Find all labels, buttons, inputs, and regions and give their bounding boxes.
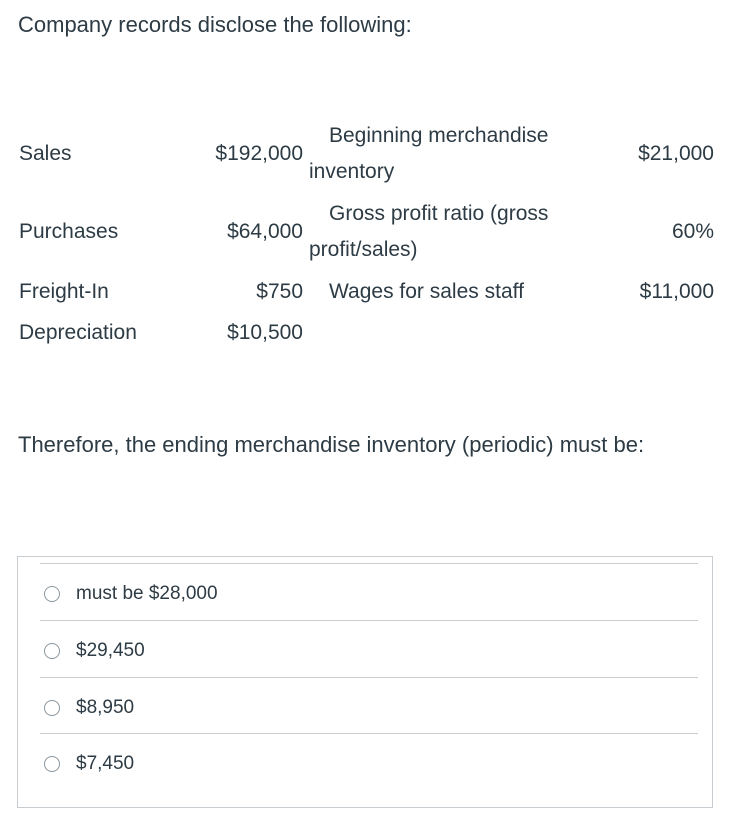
row-gross-profit-label-2: profit/sales) xyxy=(309,238,418,261)
intro-text: Company records disclose the following: xyxy=(18,12,412,37)
answer-label: $8,950 xyxy=(76,697,135,718)
answer-option-2[interactable] xyxy=(40,620,698,677)
radio-button[interactable] xyxy=(44,643,60,659)
row-freight-value: $750 xyxy=(256,280,303,303)
answer-options xyxy=(17,556,713,808)
answer-option-4[interactable] xyxy=(40,733,698,790)
row-gross-profit-value: 60% xyxy=(671,220,714,243)
row-depreciation-value: $10,500 xyxy=(227,321,303,344)
row-wages-label: Wages for sales staff xyxy=(329,280,524,303)
radio-button[interactable] xyxy=(44,700,60,716)
row-beginning-inventory-label-2: inventory xyxy=(309,160,395,183)
question-text: Therefore, the ending merchandise inventory (periodic) must be: xyxy=(18,432,645,457)
radio-button[interactable] xyxy=(44,586,60,602)
row-sales-label: Sales xyxy=(19,142,72,165)
row-sales-value: $192,000 xyxy=(215,142,303,165)
row-purchases-label: Purchases xyxy=(19,220,119,243)
answer-label: $7,450 xyxy=(76,753,135,774)
row-purchases-value: $64,000 xyxy=(227,220,303,243)
radio-button[interactable] xyxy=(44,756,60,772)
row-wages-value: $11,000 xyxy=(639,280,714,303)
answer-option-1[interactable] xyxy=(40,563,698,620)
row-gross-profit-label-1: Gross profit ratio (gross xyxy=(329,202,549,225)
row-beginning-inventory-value: $21,000 xyxy=(638,142,714,165)
row-depreciation-label: Depreciation xyxy=(19,321,137,344)
answer-label: $29,450 xyxy=(76,640,145,661)
row-freight-label: Freight-In xyxy=(19,280,109,303)
row-beginning-inventory-label-1: Beginning merchandise xyxy=(329,124,549,147)
answer-option-3[interactable] xyxy=(40,677,698,734)
answer-label: must be $28,000 xyxy=(76,583,218,604)
